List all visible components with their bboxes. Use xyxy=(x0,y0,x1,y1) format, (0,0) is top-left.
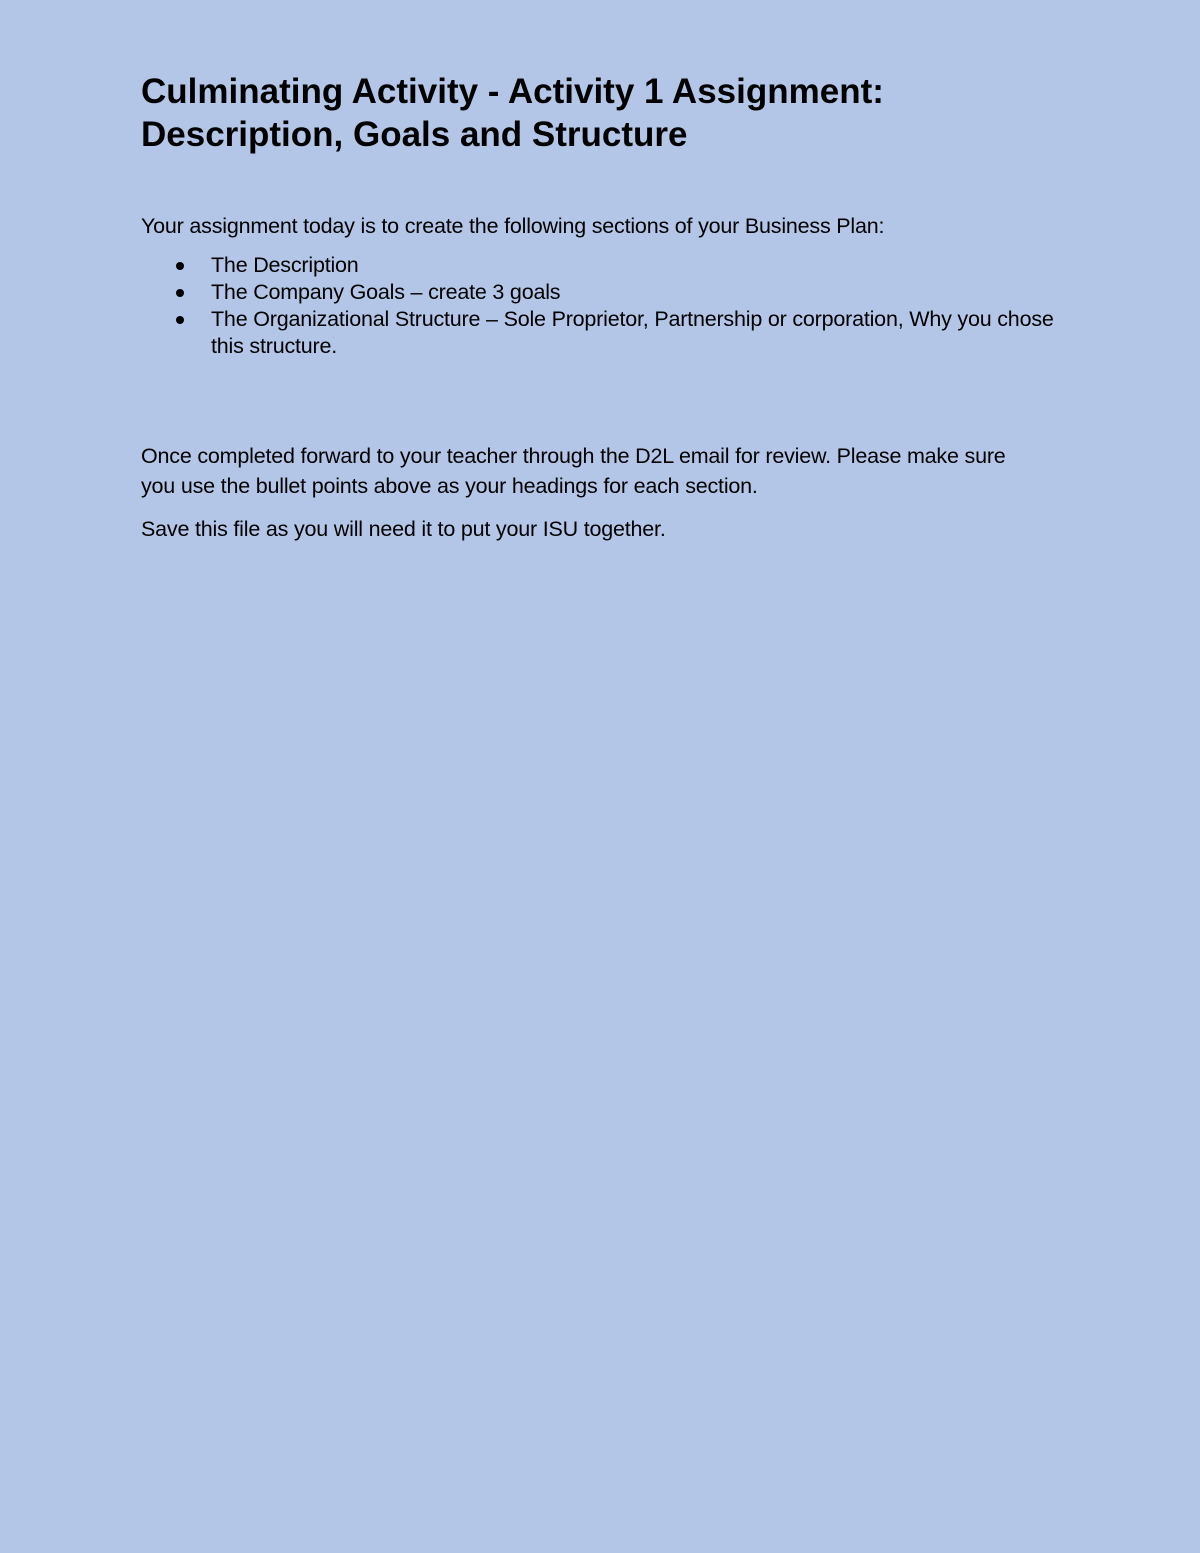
section-list xyxy=(141,252,1061,360)
intro-paragraph: Your assignment today is to create the following sections of your Business Plan: xyxy=(141,214,885,238)
list-item-text: The Organizational Structure – Sole Proprietor, Partnership or corporation, Why you chose this structure. xyxy=(211,307,1054,358)
bullet-icon xyxy=(176,262,184,270)
bullet-icon xyxy=(176,316,184,324)
document-content xyxy=(141,70,1061,544)
title-line-2: Description, Goals and Structure xyxy=(141,115,688,154)
bullet-icon xyxy=(176,289,184,297)
list-item xyxy=(141,306,1061,360)
list-item xyxy=(141,279,1061,306)
closing-paragraph: Once completed forward to your teacher through the D2L email for review. Please make sure you use the bullet points above as your headings for each section. xyxy=(141,444,1006,498)
list-item-text: The Company Goals – create 3 goals xyxy=(211,280,561,304)
title-line-1: Culminating Activity - Activity 1 Assignment: xyxy=(141,72,884,111)
list-item-text: The Description xyxy=(211,253,359,277)
list-item xyxy=(141,252,1061,279)
save-note: Save this file as you will need it to put your ISU together. xyxy=(141,517,666,541)
page-title xyxy=(141,70,1061,156)
